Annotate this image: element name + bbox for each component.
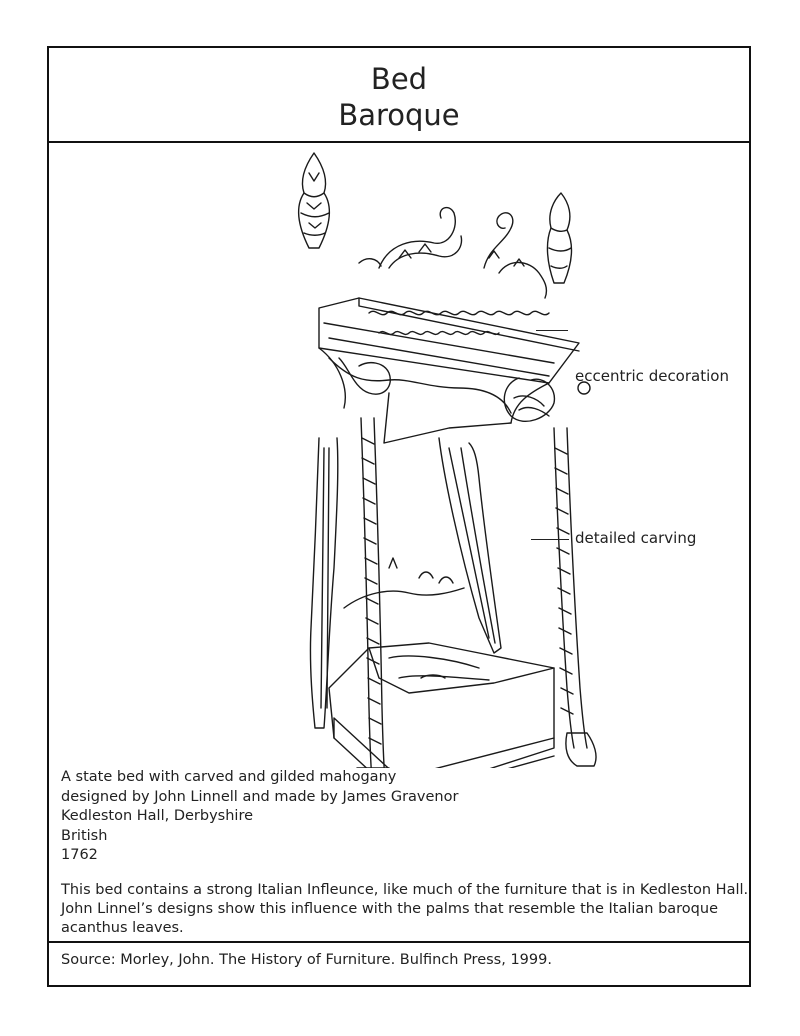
source-citation: Source: Morley, John. The History of Furniture. Bulfinch Press, 1999. — [61, 952, 552, 968]
left-finial — [299, 153, 330, 248]
description: This bed contains a strong Italian Infleunce, like much of the furniture that is in Kedleston Hall. John Linnel’s designs show this influence with the palms that resemble the Italian baroque acanthus leaves. — [61, 882, 749, 936]
leader-decoration — [536, 330, 568, 331]
label-detailed-carving: detailed carving — [575, 529, 697, 547]
canopy — [319, 298, 579, 443]
mattress — [329, 558, 554, 768]
caption-line: Kedleston Hall, Derbyshire — [61, 808, 254, 824]
right-finial — [547, 193, 571, 283]
posts — [353, 418, 596, 768]
caption-line: 1762 — [61, 847, 98, 863]
curtains — [310, 438, 501, 728]
bed-illustration — [249, 148, 609, 768]
caption-line: British — [61, 827, 108, 844]
source-box — [49, 941, 749, 985]
title-style: Baroque — [338, 98, 460, 132]
leader-carving — [531, 539, 569, 540]
title-box — [49, 48, 749, 143]
crest-scrolls — [359, 208, 546, 298]
label-eccentric-decoration: eccentric decoration — [575, 367, 729, 385]
caption-line: A state bed with carved and gilded mahogany — [61, 769, 397, 785]
info-card — [47, 46, 751, 987]
title-object: Bed — [370, 62, 428, 96]
caption-line: designed by John Linnell and made by James Gravenor — [61, 788, 459, 805]
caption — [61, 768, 746, 866]
acanthus-leaves — [339, 358, 590, 421]
